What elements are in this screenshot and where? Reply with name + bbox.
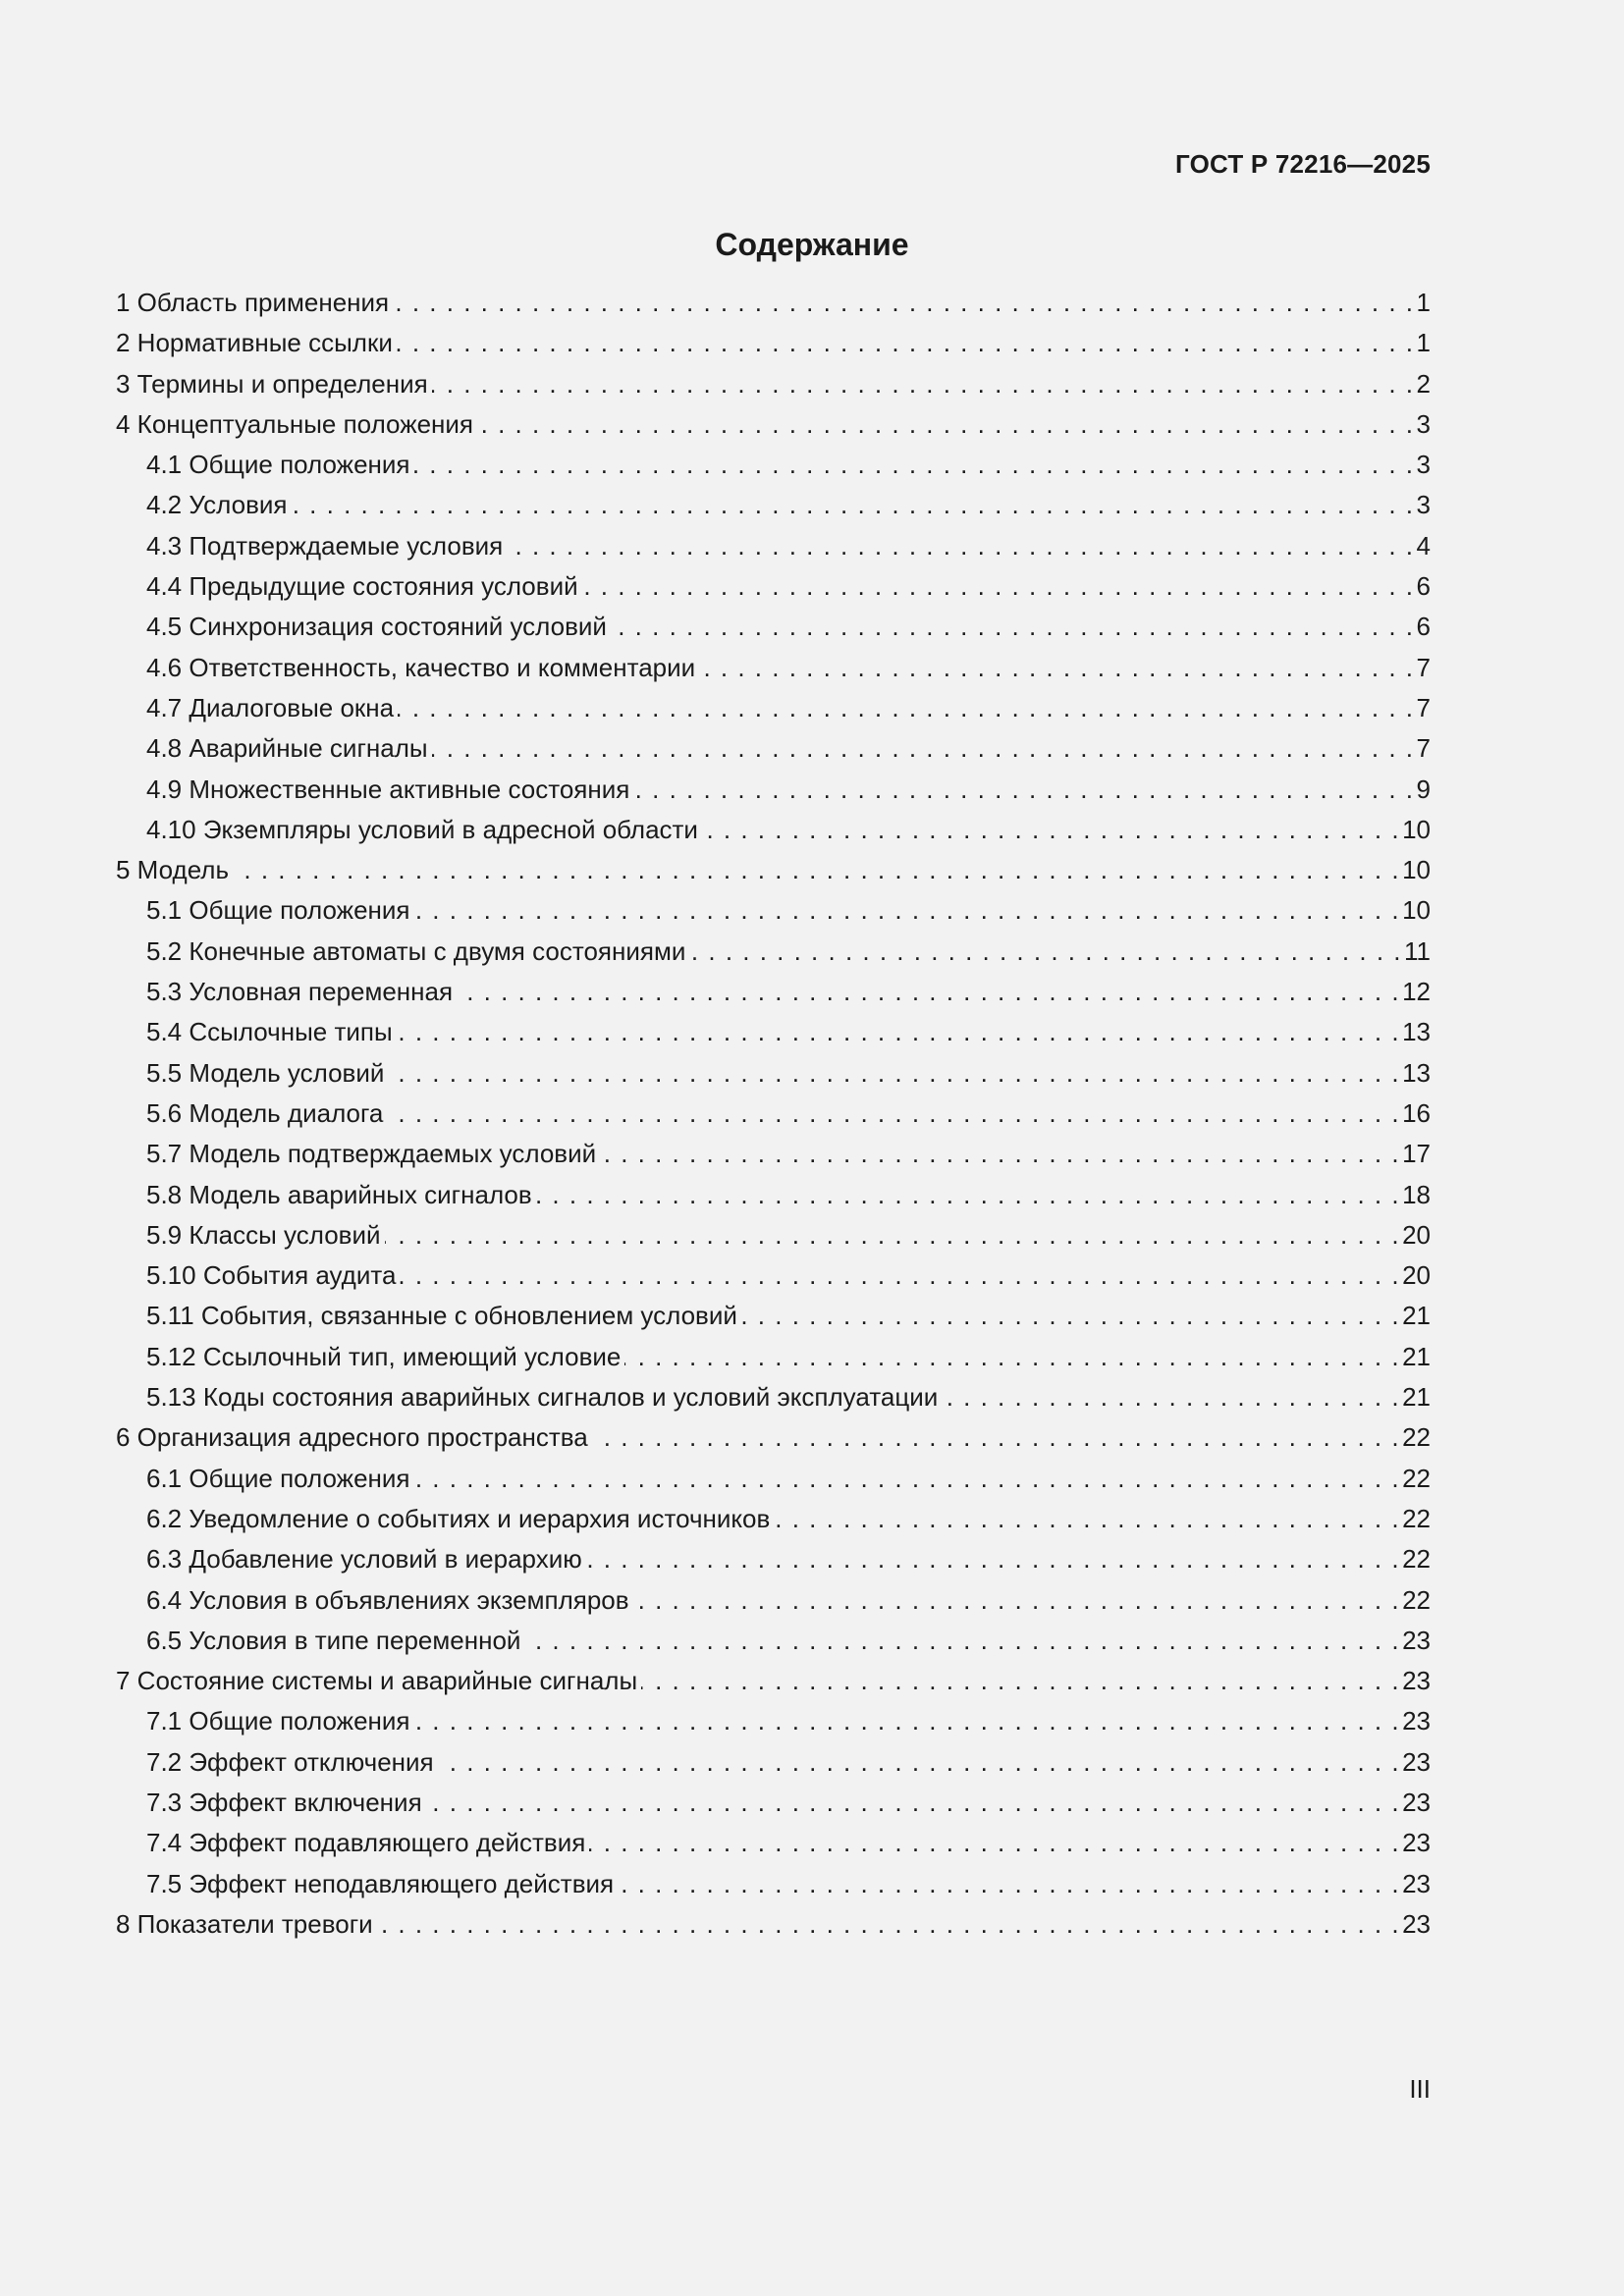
toc-entry[interactable] [116, 932, 1431, 972]
toc-entry[interactable] [116, 810, 1431, 850]
toc-title: Содержание [715, 227, 909, 262]
toc-entry-label: 4 Концептуальные положения [116, 408, 474, 439]
toc-entry[interactable] [116, 1053, 1431, 1094]
toc-entry[interactable] [116, 1012, 1431, 1052]
toc-entry-page: 10 [1402, 895, 1431, 926]
toc-dot-leader [377, 1904, 1400, 1945]
toc-entry-label: 5.5 Модель условий [146, 1057, 385, 1088]
toc-entry-label: 5.12 Ссылочный тип, имеющий условие [146, 1341, 622, 1371]
toc-dot-leader [233, 850, 1400, 890]
toc-dot-leader [592, 1417, 1400, 1458]
toc-dot-leader [641, 1661, 1400, 1701]
toc-entry-label: 6.2 Уведомление о событиях и иерархия источников [146, 1503, 771, 1533]
toc-entry[interactable] [116, 1580, 1431, 1621]
toc-entry-page: 10 [1402, 855, 1431, 885]
toc-dot-leader [689, 932, 1402, 972]
toc-entry-label: 3 Термины и определения [116, 368, 428, 399]
toc-entry[interactable] [116, 283, 1431, 323]
toc-entry-page: 3 [1416, 490, 1431, 520]
toc-entry-label: 4.7 Диалоговые окна [146, 692, 395, 722]
toc-entry-page: 1 [1416, 328, 1431, 358]
table-of-contents [116, 283, 1431, 1945]
toc-entry-page: 7 [1416, 733, 1431, 764]
toc-entry-label: 6.3 Добавление условий в иерархию [146, 1544, 582, 1575]
toc-entry-label: 6.5 Условия в типе переменной [146, 1625, 521, 1655]
toc-entry-label: 4.6 Ответственность, качество и комментарии [146, 652, 696, 682]
toc-entry-page: 2 [1416, 368, 1431, 399]
toc-dot-leader [624, 1337, 1400, 1377]
toc-dot-leader [438, 1742, 1400, 1783]
toc-dot-leader [611, 607, 1415, 647]
toc-entry-label: 7.5 Эффект неподавляющего действия [146, 1868, 615, 1898]
toc-entry[interactable] [116, 850, 1431, 890]
toc-dot-leader [397, 1012, 1400, 1052]
toc-entry[interactable] [116, 1417, 1431, 1458]
toc-dot-leader [942, 1377, 1400, 1417]
toc-entry[interactable] [116, 1175, 1431, 1215]
toc-entry-label: 7.1 Общие положения [146, 1706, 410, 1736]
toc-entry-label: 5.9 Классы условий [146, 1219, 381, 1250]
toc-entry-page: 7 [1416, 692, 1431, 722]
toc-entry[interactable] [116, 1255, 1431, 1296]
toc-entry[interactable] [116, 607, 1431, 647]
toc-dot-leader [633, 1580, 1401, 1621]
toc-entry-page: 21 [1402, 1341, 1431, 1371]
toc-entry-label: 6.1 Общие положения [146, 1463, 410, 1493]
toc-entry-page: 3 [1416, 408, 1431, 439]
toc-entry-page: 21 [1402, 1301, 1431, 1331]
toc-dot-leader [582, 566, 1415, 607]
toc-entry-label: 8 Показатели тревоги [116, 1908, 373, 1939]
toc-entry-label: 6.4 Условия в объявлениях экземпляров [146, 1584, 629, 1615]
toc-dot-leader [741, 1296, 1400, 1336]
toc-entry[interactable] [116, 445, 1431, 485]
page-number: III [1409, 2074, 1431, 2104]
toc-entry[interactable] [116, 1539, 1431, 1579]
toc-entry-page: 6 [1416, 571, 1431, 602]
toc-entry-page: 4 [1416, 530, 1431, 561]
toc-entry-label: 4.1 Общие положения [146, 450, 410, 480]
toc-entry-page: 23 [1402, 1787, 1431, 1817]
toc-entry-label: 4.10 Экземпляры условий в адресной области [146, 814, 698, 844]
toc-entry-page: 9 [1416, 774, 1431, 804]
toc-entry-page: 22 [1402, 1422, 1431, 1453]
toc-entry[interactable] [116, 1134, 1431, 1174]
toc-dot-leader [414, 1701, 1401, 1741]
toc-entry-label: 5.6 Модель диалога [146, 1097, 384, 1128]
toc-entry-page: 22 [1402, 1503, 1431, 1533]
toc-entry-label: 7.2 Эффект отключения [146, 1746, 434, 1777]
toc-dot-leader [385, 1215, 1401, 1255]
toc-dot-leader [586, 1539, 1400, 1579]
toc-entry-page: 18 [1402, 1179, 1431, 1209]
toc-entry-page: 16 [1402, 1097, 1431, 1128]
toc-entry[interactable] [116, 972, 1431, 1012]
toc-entry[interactable] [116, 1621, 1431, 1661]
toc-entry[interactable] [116, 1661, 1431, 1701]
toc-entry[interactable] [116, 323, 1431, 363]
toc-entry[interactable] [116, 1904, 1431, 1945]
toc-entry-label: 7.4 Эффект подавляющего действия [146, 1828, 586, 1858]
toc-dot-leader [400, 1255, 1400, 1296]
toc-dot-leader [457, 972, 1400, 1012]
toc-dot-leader [414, 445, 1415, 485]
toc-entry-label: 5.7 Модель подтверждаемых условий [146, 1139, 597, 1169]
toc-entry[interactable] [116, 728, 1431, 769]
toc-dot-leader [507, 526, 1414, 566]
toc-entry-page: 10 [1402, 814, 1431, 844]
toc-entry-label: 4.9 Множественные активные состояния [146, 774, 630, 804]
toc-entry-page: 23 [1402, 1666, 1431, 1696]
toc-entry-label: 4.3 Подтверждаемые условия [146, 530, 504, 561]
toc-entry[interactable] [116, 1377, 1431, 1417]
toc-entry-page: 22 [1402, 1544, 1431, 1575]
toc-dot-leader [536, 1175, 1400, 1215]
toc-entry-page: 22 [1402, 1463, 1431, 1493]
toc-entry[interactable] [116, 1215, 1431, 1255]
toc-entry[interactable] [116, 648, 1431, 688]
toc-entry-page: 13 [1402, 1057, 1431, 1088]
toc-entry-label: 5.13 Коды состояния аварийных сигналов и условий эксплуатации [146, 1382, 939, 1413]
toc-entry-label: 6 Организация адресного пространства [116, 1422, 588, 1453]
toc-entry-page: 12 [1402, 977, 1431, 1007]
toc-entry-page: 23 [1402, 1868, 1431, 1898]
toc-entry-label: 4.2 Условия [146, 490, 288, 520]
toc-entry-label: 7 Состояние системы и аварийные сигналы [116, 1666, 638, 1696]
toc-entry-page: 1 [1416, 288, 1431, 317]
toc-entry[interactable] [116, 890, 1431, 931]
toc-entry[interactable] [116, 1783, 1431, 1823]
toc-entry-page: 11 [1404, 935, 1431, 966]
toc-dot-leader [699, 648, 1414, 688]
toc-dot-leader [414, 1459, 1401, 1499]
toc-dot-leader [414, 890, 1401, 931]
toc-entry-page: 13 [1402, 1017, 1431, 1047]
toc-entry[interactable] [116, 770, 1431, 810]
toc-dot-leader [387, 1094, 1400, 1134]
toc-entry-page: 23 [1402, 1828, 1431, 1858]
toc-entry-label: 5.10 События аудита [146, 1260, 397, 1291]
toc-entry[interactable] [116, 688, 1431, 728]
toc-dot-leader [291, 485, 1414, 525]
toc-entry-label: 4.5 Синхронизация состояний условий [146, 612, 607, 642]
toc-dot-leader [633, 770, 1414, 810]
toc-entry-label: 5.4 Ссылочные типы [146, 1017, 393, 1047]
toc-dot-leader [477, 404, 1415, 445]
toc-entry[interactable] [116, 1864, 1431, 1904]
toc-dot-leader [589, 1823, 1400, 1863]
toc-entry-page: 23 [1402, 1706, 1431, 1736]
toc-dot-leader [774, 1499, 1400, 1539]
toc-entry[interactable] [116, 364, 1431, 404]
toc-dot-leader [426, 1783, 1400, 1823]
toc-entry-label: 5.11 События, связанные с обновлением условий [146, 1301, 737, 1331]
toc-entry-page: 23 [1402, 1625, 1431, 1655]
toc-entry-label: 2 Нормативные ссылки [116, 328, 393, 358]
toc-dot-leader [524, 1621, 1400, 1661]
toc-entry-page: 7 [1416, 652, 1431, 682]
document-code: ГОСТ Р 72216—2025 [1175, 149, 1431, 179]
toc-entry[interactable] [116, 1296, 1431, 1336]
toc-entry-page: 3 [1416, 450, 1431, 480]
toc-dot-leader [702, 810, 1400, 850]
toc-entry[interactable] [116, 1823, 1431, 1863]
toc-entry-label: 7.3 Эффект включения [146, 1787, 422, 1817]
toc-entry-page: 20 [1402, 1260, 1431, 1291]
toc-entry[interactable] [116, 1094, 1431, 1134]
toc-entry-page: 20 [1402, 1219, 1431, 1250]
toc-entry-page: 23 [1402, 1746, 1431, 1777]
toc-dot-leader [432, 364, 1415, 404]
toc-entry-label: 5.8 Модель аварийных сигналов [146, 1179, 532, 1209]
toc-entry-page: 23 [1402, 1908, 1431, 1939]
toc-entry-label: 4.4 Предыдущие состояния условий [146, 571, 578, 602]
toc-entry[interactable] [116, 404, 1431, 445]
toc-dot-leader [388, 1053, 1400, 1094]
toc-dot-leader [393, 283, 1414, 323]
toc-entry-label: 4.8 Аварийные сигналы [146, 733, 428, 764]
toc-entry[interactable] [116, 1337, 1431, 1377]
toc-entry-page: 6 [1416, 612, 1431, 642]
toc-dot-leader [618, 1864, 1400, 1904]
toc-entry-page: 22 [1402, 1584, 1431, 1615]
toc-entry-page: 21 [1402, 1382, 1431, 1413]
toc-entry-label: 5 Модель [116, 855, 230, 885]
toc-entry-label: 1 Область применения [116, 288, 390, 317]
toc-entry[interactable] [116, 526, 1431, 566]
toc-dot-leader [398, 688, 1414, 728]
toc-dot-leader [397, 323, 1415, 363]
toc-entry-label: 5.3 Условная переменная [146, 977, 454, 1007]
toc-dot-leader [600, 1134, 1400, 1174]
toc-dot-leader [432, 728, 1415, 769]
toc-entry[interactable] [116, 1701, 1431, 1741]
toc-entry[interactable] [116, 566, 1431, 607]
toc-entry-label: 5.2 Конечные автоматы с двумя состояниями [146, 935, 686, 966]
toc-entry[interactable] [116, 485, 1431, 525]
toc-entry[interactable] [116, 1499, 1431, 1539]
toc-entry[interactable] [116, 1459, 1431, 1499]
toc-entry-page: 17 [1402, 1139, 1431, 1169]
toc-entry-label: 5.1 Общие положения [146, 895, 410, 926]
toc-entry[interactable] [116, 1742, 1431, 1783]
